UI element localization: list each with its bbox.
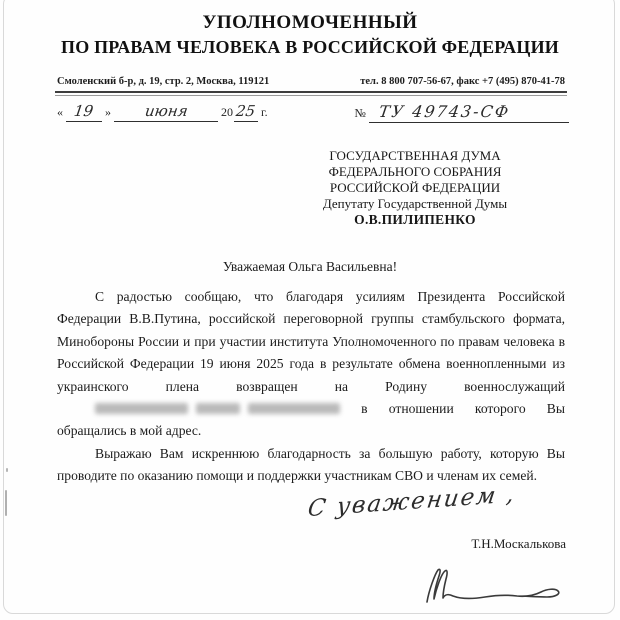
reference-row xyxy=(57,103,569,123)
addressee-line-1: ГОСУДАРСТВЕННАЯ ДУМА xyxy=(329,148,501,163)
paragraph-1-text-before: С радостью сообщаю, что благодаря усилиям Президента Российской Федерации В.В.Путина, российской переговорной группы стамбульского формата, Минобороны России и при участии института Уполномоченного по правам человека в Российской Федерации 19 июня 2025 года в результате обмена военнопленными из украинского плена возвращен на Родину военнослужащий xyxy=(57,289,565,394)
day-underline xyxy=(66,103,102,122)
closing-handwritten: С уважением , xyxy=(306,481,518,523)
letterhead-contacts xyxy=(57,76,565,87)
year-value-handwritten: 25 xyxy=(235,102,257,120)
letter-body xyxy=(57,286,565,488)
signature-scribble xyxy=(405,566,565,610)
signatory-name: Т.Н.Москалькова xyxy=(471,536,566,551)
redaction-blob xyxy=(196,403,240,414)
redacted-name-blur xyxy=(57,403,340,414)
month-value-handwritten: июня xyxy=(143,102,189,120)
salutation: Уважаемая Ольга Васильевна! xyxy=(222,259,398,274)
number-value-handwritten: ТУ 49743-СФ xyxy=(377,102,512,121)
year-underline xyxy=(234,103,258,122)
number-underline xyxy=(369,103,569,123)
letterhead-title-line2: ПО ПРАВАМ ЧЕЛОВЕКА В РОССИЙСКОЙ ФЕДЕРАЦИИ xyxy=(61,37,559,57)
date-field xyxy=(57,103,268,123)
letterhead-address: Смоленский б-р, д. 19, стр. 2, Москва, 119121 xyxy=(57,76,270,87)
addressee-name: О.В.ПИЛИПЕНКО xyxy=(354,212,476,227)
letterhead-title-line1: УПОЛНОМОЧЕННЫЙ xyxy=(202,12,418,33)
addressee-block xyxy=(308,148,522,228)
addressee-line-4: Депутату Государственной Думы xyxy=(322,196,508,211)
year-suffix: г. xyxy=(261,105,268,119)
quote-open: « xyxy=(57,105,63,119)
day-value-handwritten: 19 xyxy=(73,102,95,120)
scan-artifact xyxy=(5,490,7,516)
number-field xyxy=(355,103,569,123)
scan-artifact xyxy=(6,468,8,472)
letterhead-rule xyxy=(55,91,567,96)
letterhead-phone: тел. 8 800 707-56-67, факс +7 (495) 870-41-78 xyxy=(360,76,565,87)
addressee-line-3: РОССИЙСКОЙ ФЕДЕРАЦИИ xyxy=(329,180,501,195)
body-paragraph-1 xyxy=(57,286,565,443)
body-paragraph-2: Выражаю Вам искреннюю благодарность за большую работу, которую Вы проводите по оказанию помощи и поддержки участникам СВО и членам их семей. xyxy=(57,445,565,484)
paragraph-1-text-after: в отношении которого Вы обращались в мой адрес. xyxy=(57,401,565,439)
year-prefix: 20 xyxy=(221,105,233,119)
quote-close: » xyxy=(105,105,111,119)
month-underline xyxy=(114,103,218,122)
redaction-blob xyxy=(95,403,188,414)
number-label: № xyxy=(354,106,366,120)
addressee-line-2: ФЕДЕРАЛЬНОГО СОБРАНИЯ xyxy=(328,164,502,179)
redaction-blob xyxy=(248,403,340,414)
